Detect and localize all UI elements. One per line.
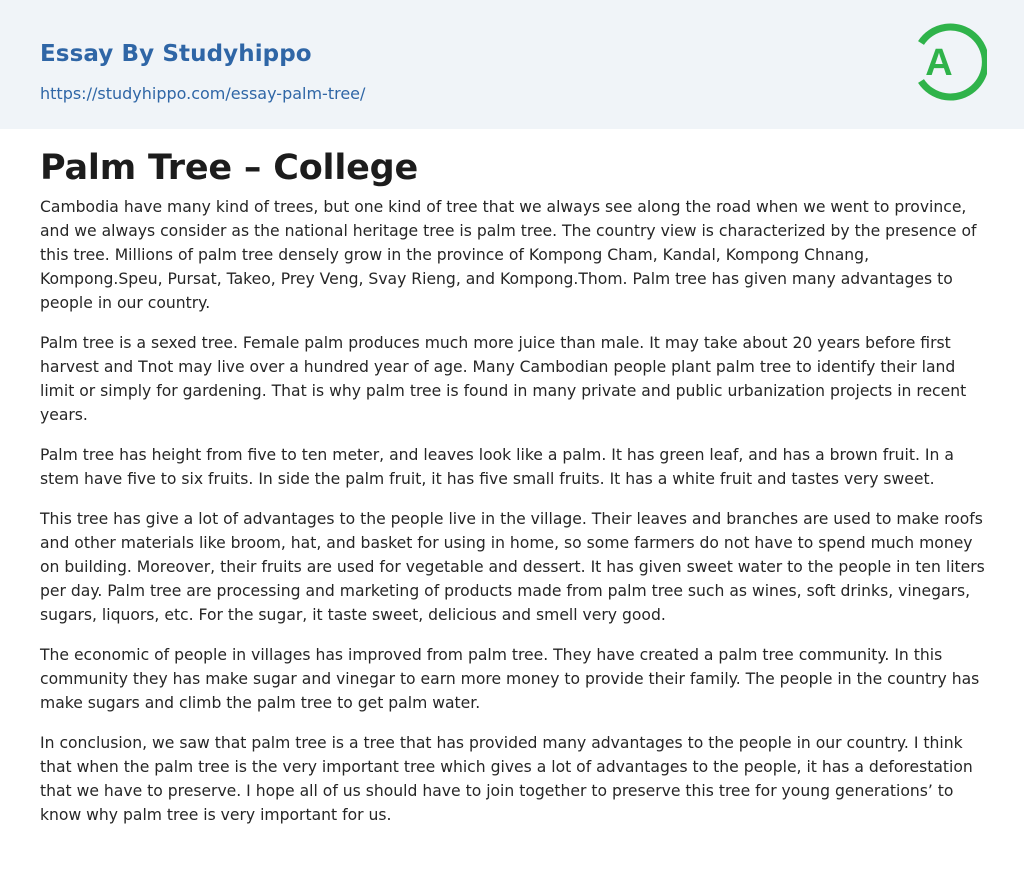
- header: [0, 0, 1024, 129]
- paragraph: In conclusion, we saw that palm tree is a tree that has provided many advantages to the people in our country. I think that when the palm tree is the very important tree which gives a lot of advantages to the people, it has a deforestation that we have to preserve. I hope all of us should have to join together to preserve this tree for young generations’ to know why palm tree is very important for us.: [40, 734, 973, 824]
- essay-url-link[interactable]: https://studyhippo.com/essay-palm-tree/: [40, 84, 366, 103]
- paragraph: Palm tree has height from five to ten meter, and leaves look like a palm. It has green leaf, and has a brown fruit. In a stem have five to six fruits. In side the palm fruit, it has five small fruits. It has a white fruit and tastes very sweet.: [40, 446, 954, 488]
- studyhippo-logo-icon[interactable]: [911, 19, 987, 105]
- paragraph: Palm tree is a sexed tree. Female palm produces much more juice than male. It may take about 20 years before first harvest and Tnot may live over a hundred year of age. Many Cambodian people plant palm tree to identify their land limit or simply for gardening. That is why palm tree is found in many private and public urbanization projects in recent years.: [40, 334, 967, 424]
- logo-letter: A: [925, 42, 953, 84]
- paragraph: The economic of people in villages has improved from palm tree. They have created a palm tree community. In this community they has make sugar and vinegar to earn more money to provide their family. The people in the country has make sugars and climb the palm tree to get palm water.: [40, 646, 980, 712]
- article: [40, 145, 986, 843]
- page-title: Palm Tree – College: [40, 148, 419, 188]
- paragraph: This tree has give a lot of advantages to the people live in the village. Their leaves and branches are used to make roofs and other materials like broom, hat, and basket for using in home, so some farmers do not have to spend much money on building. Moreover, their fruits are used for vegetable and dessert. It has given sweet water to the people in ten liters per day. Palm tree are processing and marketing of products made from palm tree such as wines, soft drinks, vinegars, sugars, liquors, etc. For the sugar, it taste sweet, delicious and smell very good.: [40, 510, 985, 624]
- site-brand[interactable]: Essay By Studyhippo: [40, 41, 312, 67]
- paragraph: Cambodia have many kind of trees, but one kind of tree that we always see along the road when we went to province, and we always consider as the national heritage tree is palm tree. The country view is characterized by the presence of this tree. Millions of palm tree densely grow in the province of Kompong Cham, Kandal, Kompong Chnang, Kompong.Speu, Pursat, Takeo, Prey Veng, Svay Rieng, and Kompong.Thom. Palm tree has given many advantages to people in our country.: [40, 198, 977, 312]
